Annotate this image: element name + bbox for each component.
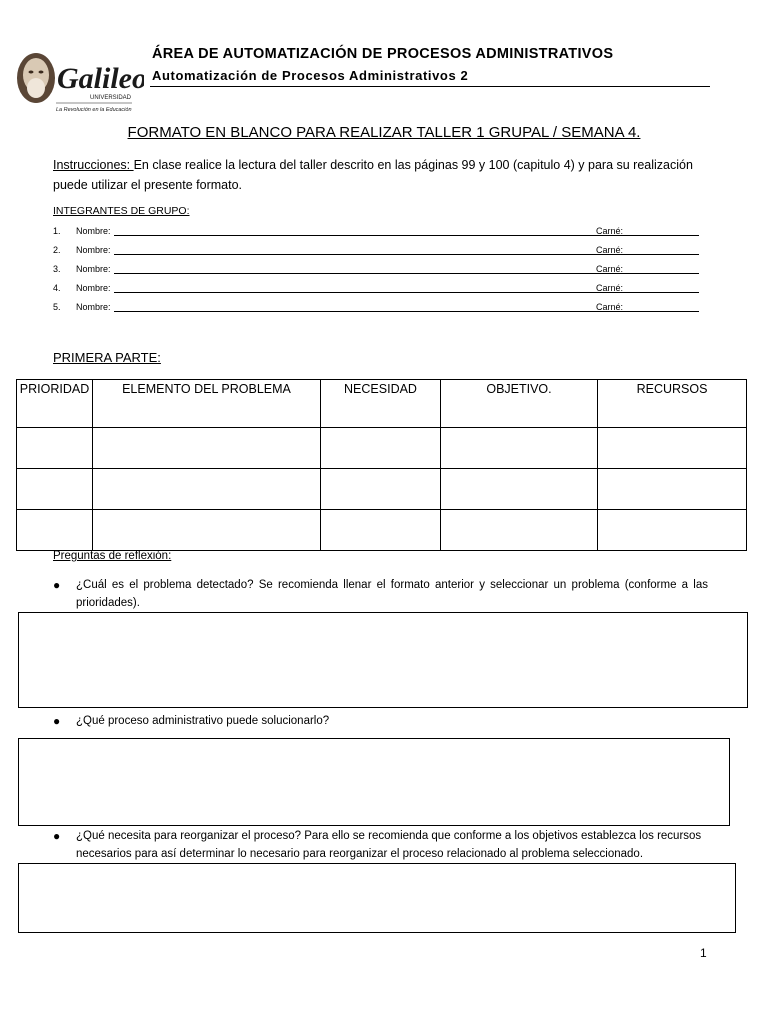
instructions-label: Instrucciones: [53,158,134,172]
member-row [53,264,713,278]
page-number: 1 [700,946,707,960]
member-carne-field[interactable] [624,235,699,236]
member-row [53,226,713,240]
member-name-label: Nombre: [76,264,111,274]
member-row [53,283,713,297]
table-cell[interactable] [441,469,598,510]
question-text: ¿Qué necesita para reorganizar el proceso? Para ello se recomienda que conforme a los objetivos establezca los recursos necesarios para así determinar lo necesario para reorganizar el proceso relacionado al problema seleccionado. [76,830,702,860]
member-name-field[interactable] [114,292,641,293]
member-number: 4. [53,283,61,293]
member-carne-label: Carné: [596,264,624,274]
member-carne-field[interactable] [624,311,699,312]
instructions-text: En clase realice la lectura del taller descrito en las páginas 99 y 100 (capitulo 4) y para su realización puede utilizar el presente formato. [53,158,693,192]
member-carne-label: Carné: [596,226,624,236]
question-text: ¿Cuál es el problema detectado? Se recomienda llenar el formato anterior y seleccionar un problema (conforme a las prioridades). [76,579,708,609]
member-carne-label: Carné: [596,302,624,312]
header-divider [150,86,710,87]
header-title: ÁREA DE AUTOMATIZACIÓN DE PROCESOS ADMINISTRATIVOS [152,46,614,62]
table-cell[interactable] [17,428,93,469]
answer-box[interactable] [18,738,730,826]
question-item [53,576,708,612]
table-cell[interactable] [93,469,321,510]
member-name-label: Nombre: [76,226,111,236]
member-name-field[interactable] [114,273,641,274]
member-number: 1. [53,226,61,236]
table-cell[interactable] [598,428,747,469]
member-name-field[interactable] [114,235,641,236]
question-item [53,712,708,730]
logo-sub: UNIVERSIDAD [90,95,132,101]
header-necesidad: NECESIDAD [321,380,441,428]
header-subtitle: Automatización de Procesos Administrativos 2 [152,68,469,83]
table-cell[interactable] [93,428,321,469]
table-header-row [17,380,747,428]
answer-box[interactable] [18,612,748,708]
member-name-label: Nombre: [76,302,111,312]
table-cell[interactable] [93,510,321,551]
header-prioridad: PRIORIDAD [17,380,93,428]
member-name-field[interactable] [114,311,641,312]
reflection-heading: Preguntas de reflexión: [53,550,172,562]
question-item [53,827,716,863]
table-cell[interactable] [321,510,441,551]
header-recursos: RECURSOS [598,380,747,428]
part-one-heading: PRIMERA PARTE: [53,350,161,365]
table-cell[interactable] [17,510,93,551]
logo-wordmark: Galileo [57,62,144,95]
instructions [53,155,713,195]
question-text: ¿Qué proceso administrativo puede solucionarlo? [76,715,330,727]
header-elemento: ELEMENTO DEL PROBLEMA [93,380,321,428]
bullet-icon: ● [53,578,61,592]
priorities-table [16,379,747,551]
member-number: 3. [53,264,61,274]
table-cell[interactable] [598,469,747,510]
bullet-icon: ● [53,829,61,843]
table-cell[interactable] [321,428,441,469]
member-row [53,245,713,259]
table-row [17,469,747,510]
member-carne-field[interactable] [624,254,699,255]
member-name-field[interactable] [114,254,641,255]
member-number: 2. [53,245,61,255]
member-carne-label: Carné: [596,283,624,293]
document-title: FORMATO EN BLANCO PARA REALIZAR TALLER 1 GRUPAL / SEMANA 4. [127,124,641,141]
table-cell[interactable] [441,428,598,469]
member-name-label: Nombre: [76,283,111,293]
member-carne-field[interactable] [624,273,699,274]
member-carne-field[interactable] [624,292,699,293]
galileo-logo [14,48,144,120]
table-cell[interactable] [441,510,598,551]
member-carne-label: Carné: [596,245,624,255]
table-cell[interactable] [321,469,441,510]
bullet-icon: ● [53,714,61,728]
table-row [17,510,747,551]
member-row [53,302,713,316]
member-number: 5. [53,302,61,312]
table-row [17,428,747,469]
answer-box[interactable] [18,863,736,933]
logo-tagline: La Revolución en la Educación [56,107,132,113]
member-name-label: Nombre: [76,245,111,255]
members-heading: INTEGRANTES DE GRUPO: [53,205,190,217]
table-cell[interactable] [598,510,747,551]
header-objetivo: OBJETIVO. [441,380,598,428]
table-cell[interactable] [17,469,93,510]
